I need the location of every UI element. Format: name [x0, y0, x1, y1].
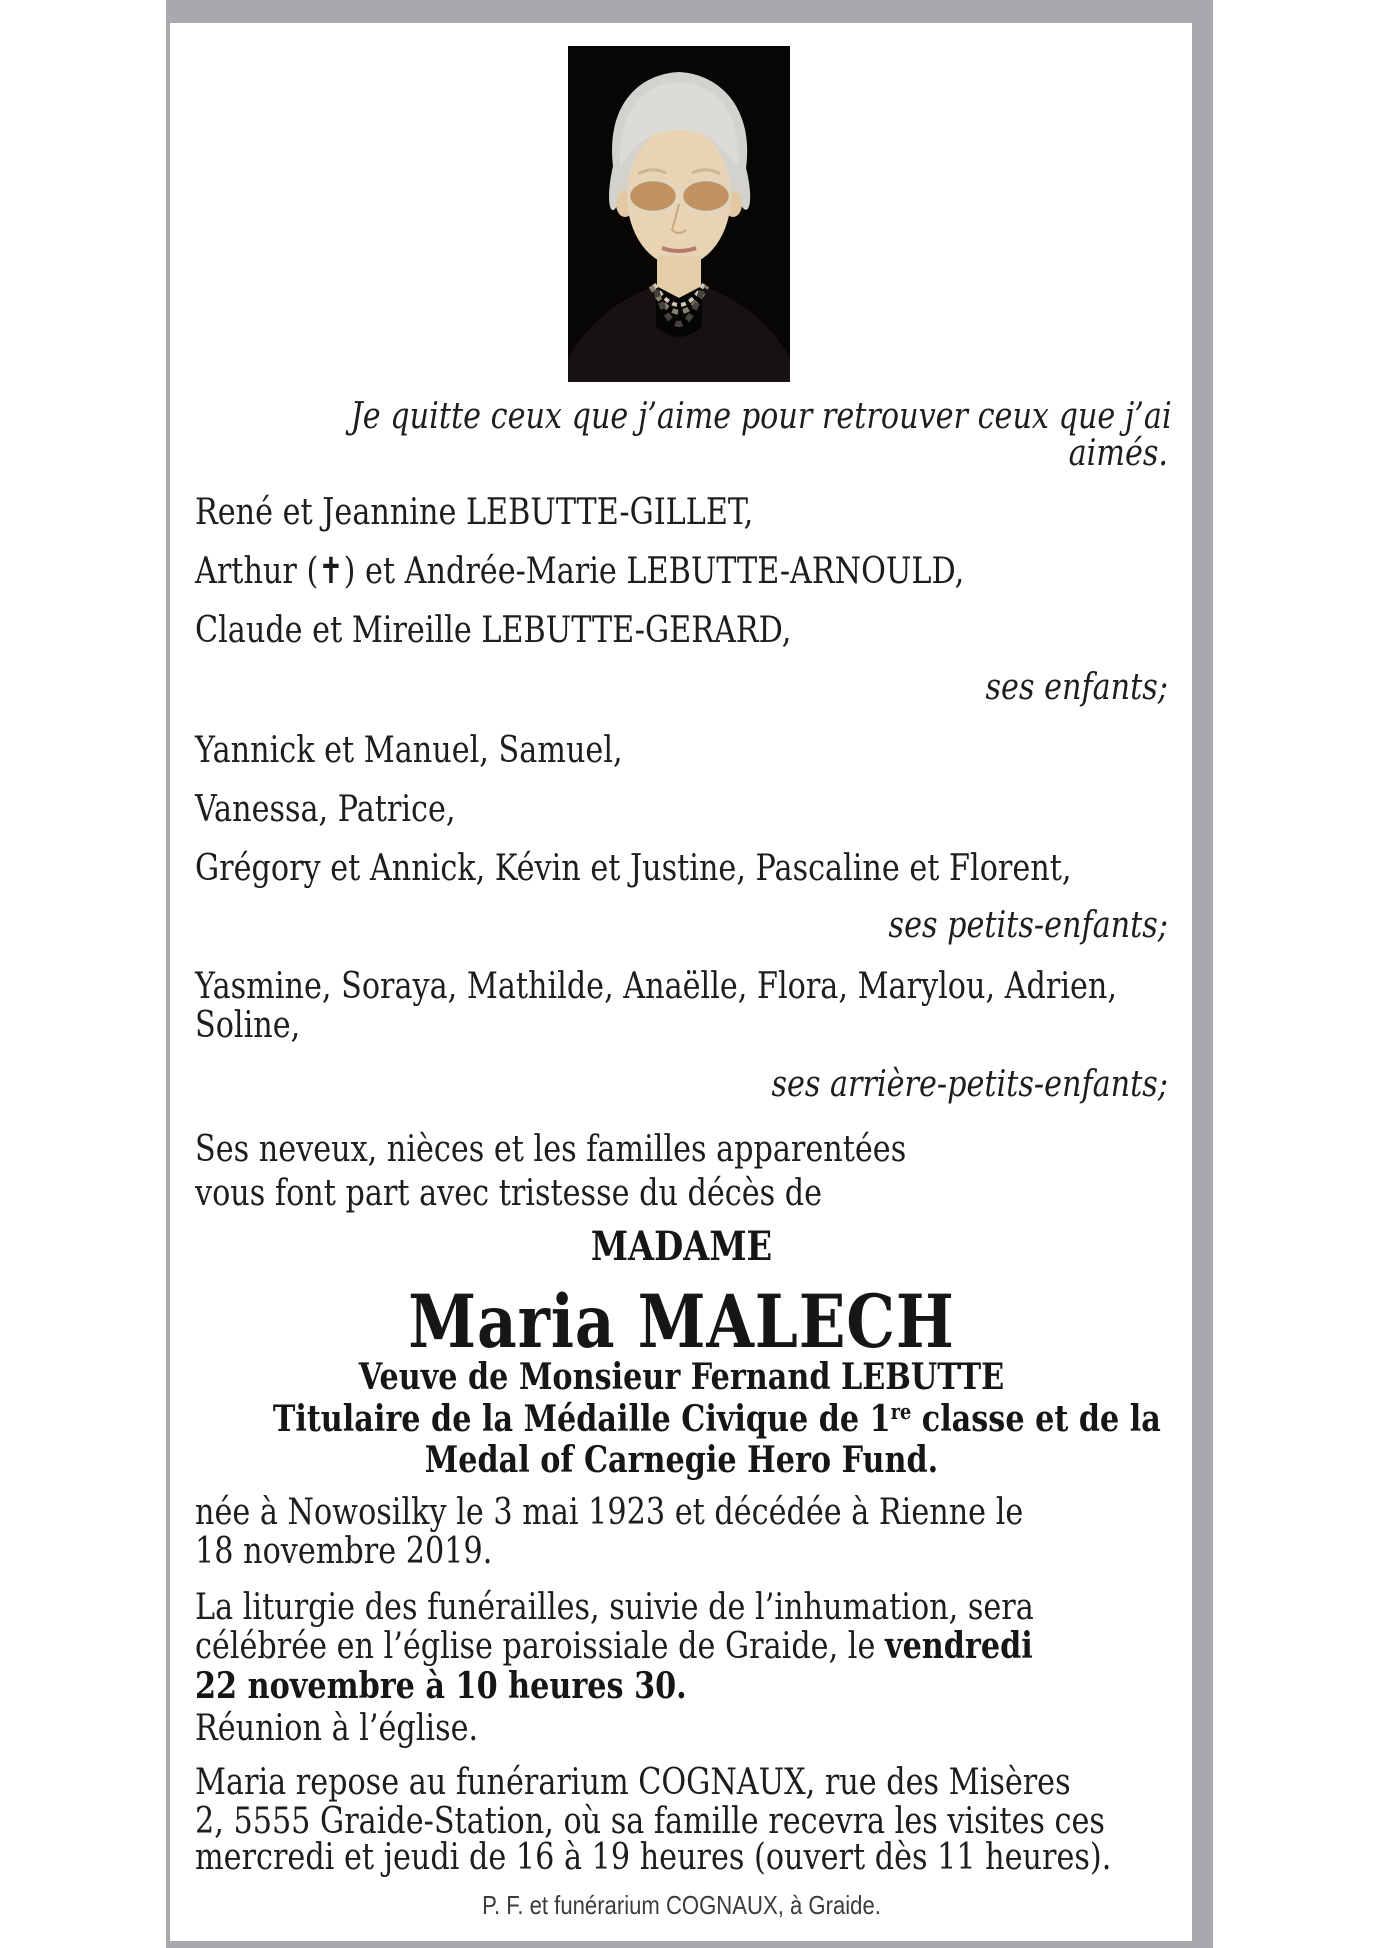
relatives-line-1: Ses neveux, nièces et les familles apparentées [195, 1129, 907, 1170]
civility-title: MADAME [590, 1223, 773, 1270]
liturgy-line-2-normal: célébrée en l’église paroissiale de Graide, le [195, 1626, 885, 1667]
liturgy-line-2-bold: vendredi [884, 1625, 1033, 1667]
grandchildren-line-3: Grégory et Annick, Kévin et Justine, Pascaline et Florent, [195, 848, 1072, 889]
children-line-3: Claude et Mireille LEBUTTE-GERARD, [195, 610, 792, 651]
great-grandchildren-line-1: Yasmine, Soraya, Mathilde, Anaëlle, Flora, Marylou, Adrien, [195, 966, 1117, 1007]
birth-death-line-1: née à Nowosilky le 3 mai 1923 et décédée à Rienne le [195, 1492, 1024, 1533]
children-line-2: Arthur (✝) et Andrée-Marie LEBUTTE-ARNOULD, [195, 551, 965, 592]
subtitle-medal-part2: classe et de la [911, 1398, 1161, 1440]
subtitle-widow: Veuve de Monsieur Fernand LEBUTTE [358, 1356, 1005, 1398]
great-grandchildren-line-2: Soline, [195, 1005, 301, 1046]
relatives-line-2: vous font part avec tristesse du décès de [195, 1173, 823, 1214]
subtitle-medal-part1: Titulaire de la Médaille Civique de 1 [272, 1398, 891, 1440]
epigraph-line-2: aimés. [1068, 433, 1168, 474]
liturgy-line-3: 22 novembre à 10 heures 30. [195, 1665, 687, 1707]
liturgy-line-1: La liturgie des funérailles, suivie de l’inhumation, sera [195, 1587, 1034, 1628]
epigraph-line-1: Je quitte ceux que j’aime pour retrouver ceux que j’ai [350, 396, 1172, 437]
grandchildren-relation-label: ses petits-enfants; [888, 905, 1168, 946]
visitation-line-2: 2, 5555 Graide-Station, où sa famille recevra les visites ces [195, 1801, 1105, 1842]
meeting-line: Réunion à l’église. [195, 1708, 479, 1749]
grandchildren-line-1: Yannick et Manuel, Samuel, [195, 730, 623, 771]
death-notice-body [195, 0, 1172, 1948]
deceased-name: Maria MALECH [408, 1279, 955, 1365]
visitation-line-3: mercredi et jeudi de 16 à 19 heures (ouvert dès 11 heures). [195, 1837, 1112, 1878]
scan-right-band [1192, 0, 1213, 1948]
grandchildren-line-2: Vanessa, Patrice, [195, 789, 456, 830]
subtitle-medal-civique [272, 1398, 1161, 1440]
birth-death-line-2: 18 novembre 2019. [195, 1531, 493, 1572]
ordinal-superscript: re [890, 1399, 912, 1424]
children-relation-label: ses enfants; [985, 667, 1168, 708]
subtitle-carnegie: Medal of Carnegie Hero Fund. [424, 1439, 939, 1481]
scan-left-edge [166, 0, 170, 1948]
visitation-line-1: Maria repose au funérarium COGNAUX, rue des Misères [195, 1762, 1071, 1803]
funeral-home-credit: P. F. et funérarium COGNAUX, à Graide. [482, 1890, 881, 1920]
great-grandchildren-relation-label: ses arrière-petits-enfants; [771, 1064, 1168, 1105]
liturgy-line-2 [195, 1625, 1033, 1667]
children-line-1: René et Jeannine LEBUTTE-GILLET, [195, 492, 754, 533]
